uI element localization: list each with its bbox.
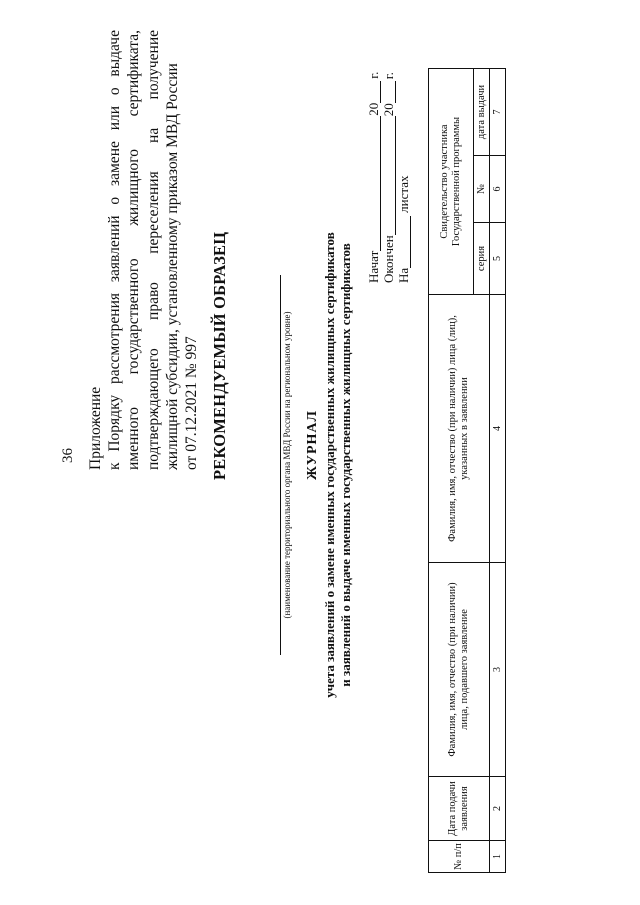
sheets-label: листах bbox=[396, 175, 411, 213]
year-prefix: 20 bbox=[366, 102, 381, 116]
header-issue-date: дата выдачи bbox=[475, 84, 487, 140]
journal-table bbox=[428, 68, 506, 873]
column-number: 1 bbox=[491, 854, 503, 859]
ended-blank bbox=[384, 116, 396, 235]
recommended-sample-heading: РЕКОМЕНДУЕМЫЙ ОБРАЗЕЦ bbox=[210, 231, 229, 480]
started-label: Начат bbox=[366, 250, 381, 283]
started-row bbox=[366, 13, 381, 283]
appendix-line: подтверждающего право переселения на получение bbox=[144, 30, 162, 470]
page-number: 36 bbox=[60, 448, 76, 463]
journal-title: ЖУРНАЛ bbox=[305, 410, 320, 480]
ended-label: Окончен bbox=[381, 235, 396, 283]
sheets-row bbox=[396, 13, 411, 283]
column-number: 5 bbox=[491, 256, 503, 261]
column-number: 6 bbox=[491, 186, 503, 192]
column-number: 3 bbox=[491, 667, 503, 672]
header-date: Дата подачи заявления bbox=[447, 781, 470, 836]
year-blank bbox=[369, 81, 381, 103]
journal-meta bbox=[366, 13, 411, 283]
org-name-line bbox=[262, 275, 281, 655]
year-blank bbox=[384, 81, 396, 103]
appendix-line: к Порядку рассмотрения заявлений о замене или о выдаче bbox=[106, 30, 124, 470]
journal-subtitle-line: учета заявлений о замене именных государственных жилищных сертификатов bbox=[322, 232, 337, 698]
header-number: № п/п bbox=[453, 843, 464, 870]
year-prefix: 20 bbox=[381, 103, 396, 117]
journal-subtitle bbox=[322, 185, 354, 745]
started-blank bbox=[369, 116, 381, 251]
header-applicant: Фамилия, имя, отчество (при наличии) лица, подавшего заявление bbox=[447, 582, 470, 757]
appendix-line: жилищной субсидии, установленному приказом МВД России bbox=[163, 63, 181, 470]
org-name-caption: (наименование территориального органа МВД России на региональном уровне) bbox=[282, 311, 292, 619]
sheets-blank bbox=[399, 216, 411, 268]
header-certificate-group: Свидетельство участника Государственной программы bbox=[439, 116, 462, 247]
year-suffix: г. bbox=[366, 71, 381, 79]
column-number: 4 bbox=[491, 426, 503, 431]
appendix-line: именного государственного жилищного сертификата, bbox=[125, 30, 143, 470]
appendix-line: Приложение bbox=[87, 386, 104, 470]
header-cert-number: № bbox=[475, 183, 487, 195]
column-number: 2 bbox=[491, 806, 503, 811]
appendix-line: от 07.12.2021 № 997 bbox=[183, 336, 201, 470]
ended-row bbox=[381, 13, 396, 283]
journal-subtitle-line: и заявлений о выдаче именных государственных жилищных сертификатов bbox=[338, 243, 353, 687]
header-series: серия bbox=[475, 245, 487, 272]
year-suffix: г. bbox=[381, 72, 396, 80]
on-label: На bbox=[396, 267, 411, 283]
appendix-block bbox=[86, 30, 201, 470]
header-persons: Фамилия, имя, отчество (при наличии) лица (лиц), указанных в заявлении bbox=[447, 315, 470, 542]
column-number: 7 bbox=[491, 109, 503, 115]
